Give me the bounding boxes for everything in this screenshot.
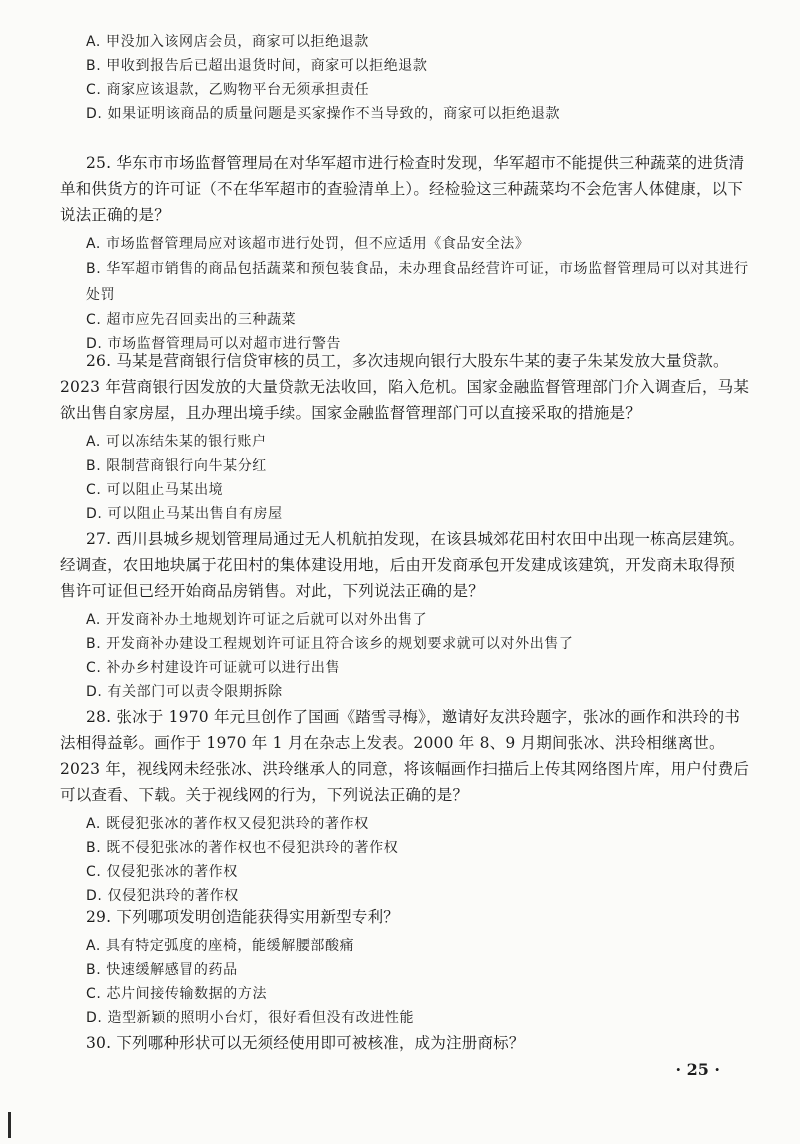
option-d: D. 市场监督管理局可以对超市进行警告	[86, 336, 342, 352]
option-c: C. 仅侵犯张冰的著作权	[86, 864, 238, 880]
option-a: A. 既侵犯张冰的著作权又侵犯洪玲的著作权	[86, 816, 369, 832]
option-b: B. 限制营商银行向牛某分红	[86, 458, 267, 474]
page-number: · 25 ·	[675, 1060, 720, 1079]
question-25	[60, 150, 750, 356]
option-a: A. 甲没加入该网店会员，商家可以拒绝退款	[86, 34, 369, 50]
option-a: A. 具有特定弧度的座椅，能缓解腰部酸痛	[86, 938, 355, 954]
option-c: C. 可以阻止马某出境	[86, 482, 224, 498]
previous-question-options	[60, 30, 750, 126]
option-d: D. 可以阻止马某出售自有房屋	[86, 506, 283, 522]
question-stem: 25. 华东市市场监督管理局在对华军超市进行检查时发现，华军超市不能提供三种蔬菜的进货清单和供货方的许可证（不在华军超市的查验清单上）。经检验这三种蔬菜均不会危害人体健康，以下说法正确的是？	[60, 154, 745, 224]
option-c: C. 芯片间接传输数据的方法	[86, 986, 268, 1002]
question-stem: 28. 张冰于 1970 年元旦创作了国画《踏雪寻梅》，邀请好友洪玲题字，张冰的画作和洪玲的书法相得益彰。画作于 1970 年 1 月在杂志上发表。2000 年 8、9 月期间张冰、洪玲相继离世。2023 年，视线网未经张冰、洪玲继承人的同意，将该幅画作扫描后上传其网络图片库，用户付费后可以查看、下载。关于视线网的行为，下列说法正确的是？	[60, 708, 750, 804]
option-c: C. 商家应该退款，乙购物平台无须承担责任	[86, 82, 370, 98]
option-d: D. 如果证明该商品的质量问题是买家操作不当导致的，商家可以拒绝退款	[86, 106, 561, 122]
option-b: B. 甲收到报告后已超出退货时间，商家可以拒绝退款	[86, 58, 428, 74]
question-30	[60, 1030, 750, 1060]
option-a: A. 开发商补办土地规划许可证之后就可以对外出售了	[86, 612, 428, 628]
question-29	[60, 904, 750, 1030]
question-26	[60, 348, 750, 526]
question-28	[60, 704, 750, 908]
option-c: C. 补办乡村建设许可证就可以进行出售	[86, 660, 341, 676]
question-stem: 30. 下列哪种形状可以无须经使用即可被核准，成为注册商标？	[86, 1034, 525, 1052]
option-a: A. 可以冻结朱某的银行账户	[86, 434, 267, 450]
option-d: D. 仅侵犯洪玲的著作权	[86, 888, 239, 904]
option-d: D. 造型新颖的照明小台灯，很好看但没有改进性能	[86, 1010, 415, 1026]
scan-edge-mark	[8, 1112, 11, 1138]
option-b: B. 华军超市销售的商品包括蔬菜和预包装食品，未办理食品经营许可证，市场监督管理局可以对其进行处罚	[86, 261, 749, 303]
question-27	[60, 526, 750, 704]
question-stem: 27. 西川县城乡规划管理局通过无人机航拍发现，在该县城郊花田村农田中出现一栋高层建筑。经调查，农田地块属于花田村的集体建设用地，后由开发商承包开发建成该建筑，开发商未取得预售许可证但已经开始商品房销售。对此，下列说法正确的是？	[60, 530, 745, 600]
option-a: A. 市场监督管理局应对该超市进行处罚，但不应适用《食品安全法》	[86, 236, 530, 252]
option-b: B. 开发商补办建设工程规划许可证且符合该乡的规划要求就可以对外出售了	[86, 636, 574, 652]
option-c: C. 超市应先召回卖出的三种蔬菜	[86, 312, 297, 328]
question-stem: 26. 马某是营商银行信贷审核的员工，多次违规向银行大股东牛某的妻子朱某发放大量贷款。2023 年营商银行因发放的大量贷款无法收回，陷入危机。国家金融监督管理部门介入调查后，马某欲出售自家房屋，且办理出境手续。国家金融监督管理部门可以直接采取的措施是？	[60, 352, 750, 422]
option-b: B. 快速缓解感冒的药品	[86, 962, 238, 978]
option-d: D. 有关部门可以责令限期拆除	[86, 684, 283, 700]
option-b: B. 既不侵犯张冰的著作权也不侵犯洪玲的著作权	[86, 840, 399, 856]
question-stem: 29. 下列哪项发明创造能获得实用新型专利？	[86, 908, 399, 926]
